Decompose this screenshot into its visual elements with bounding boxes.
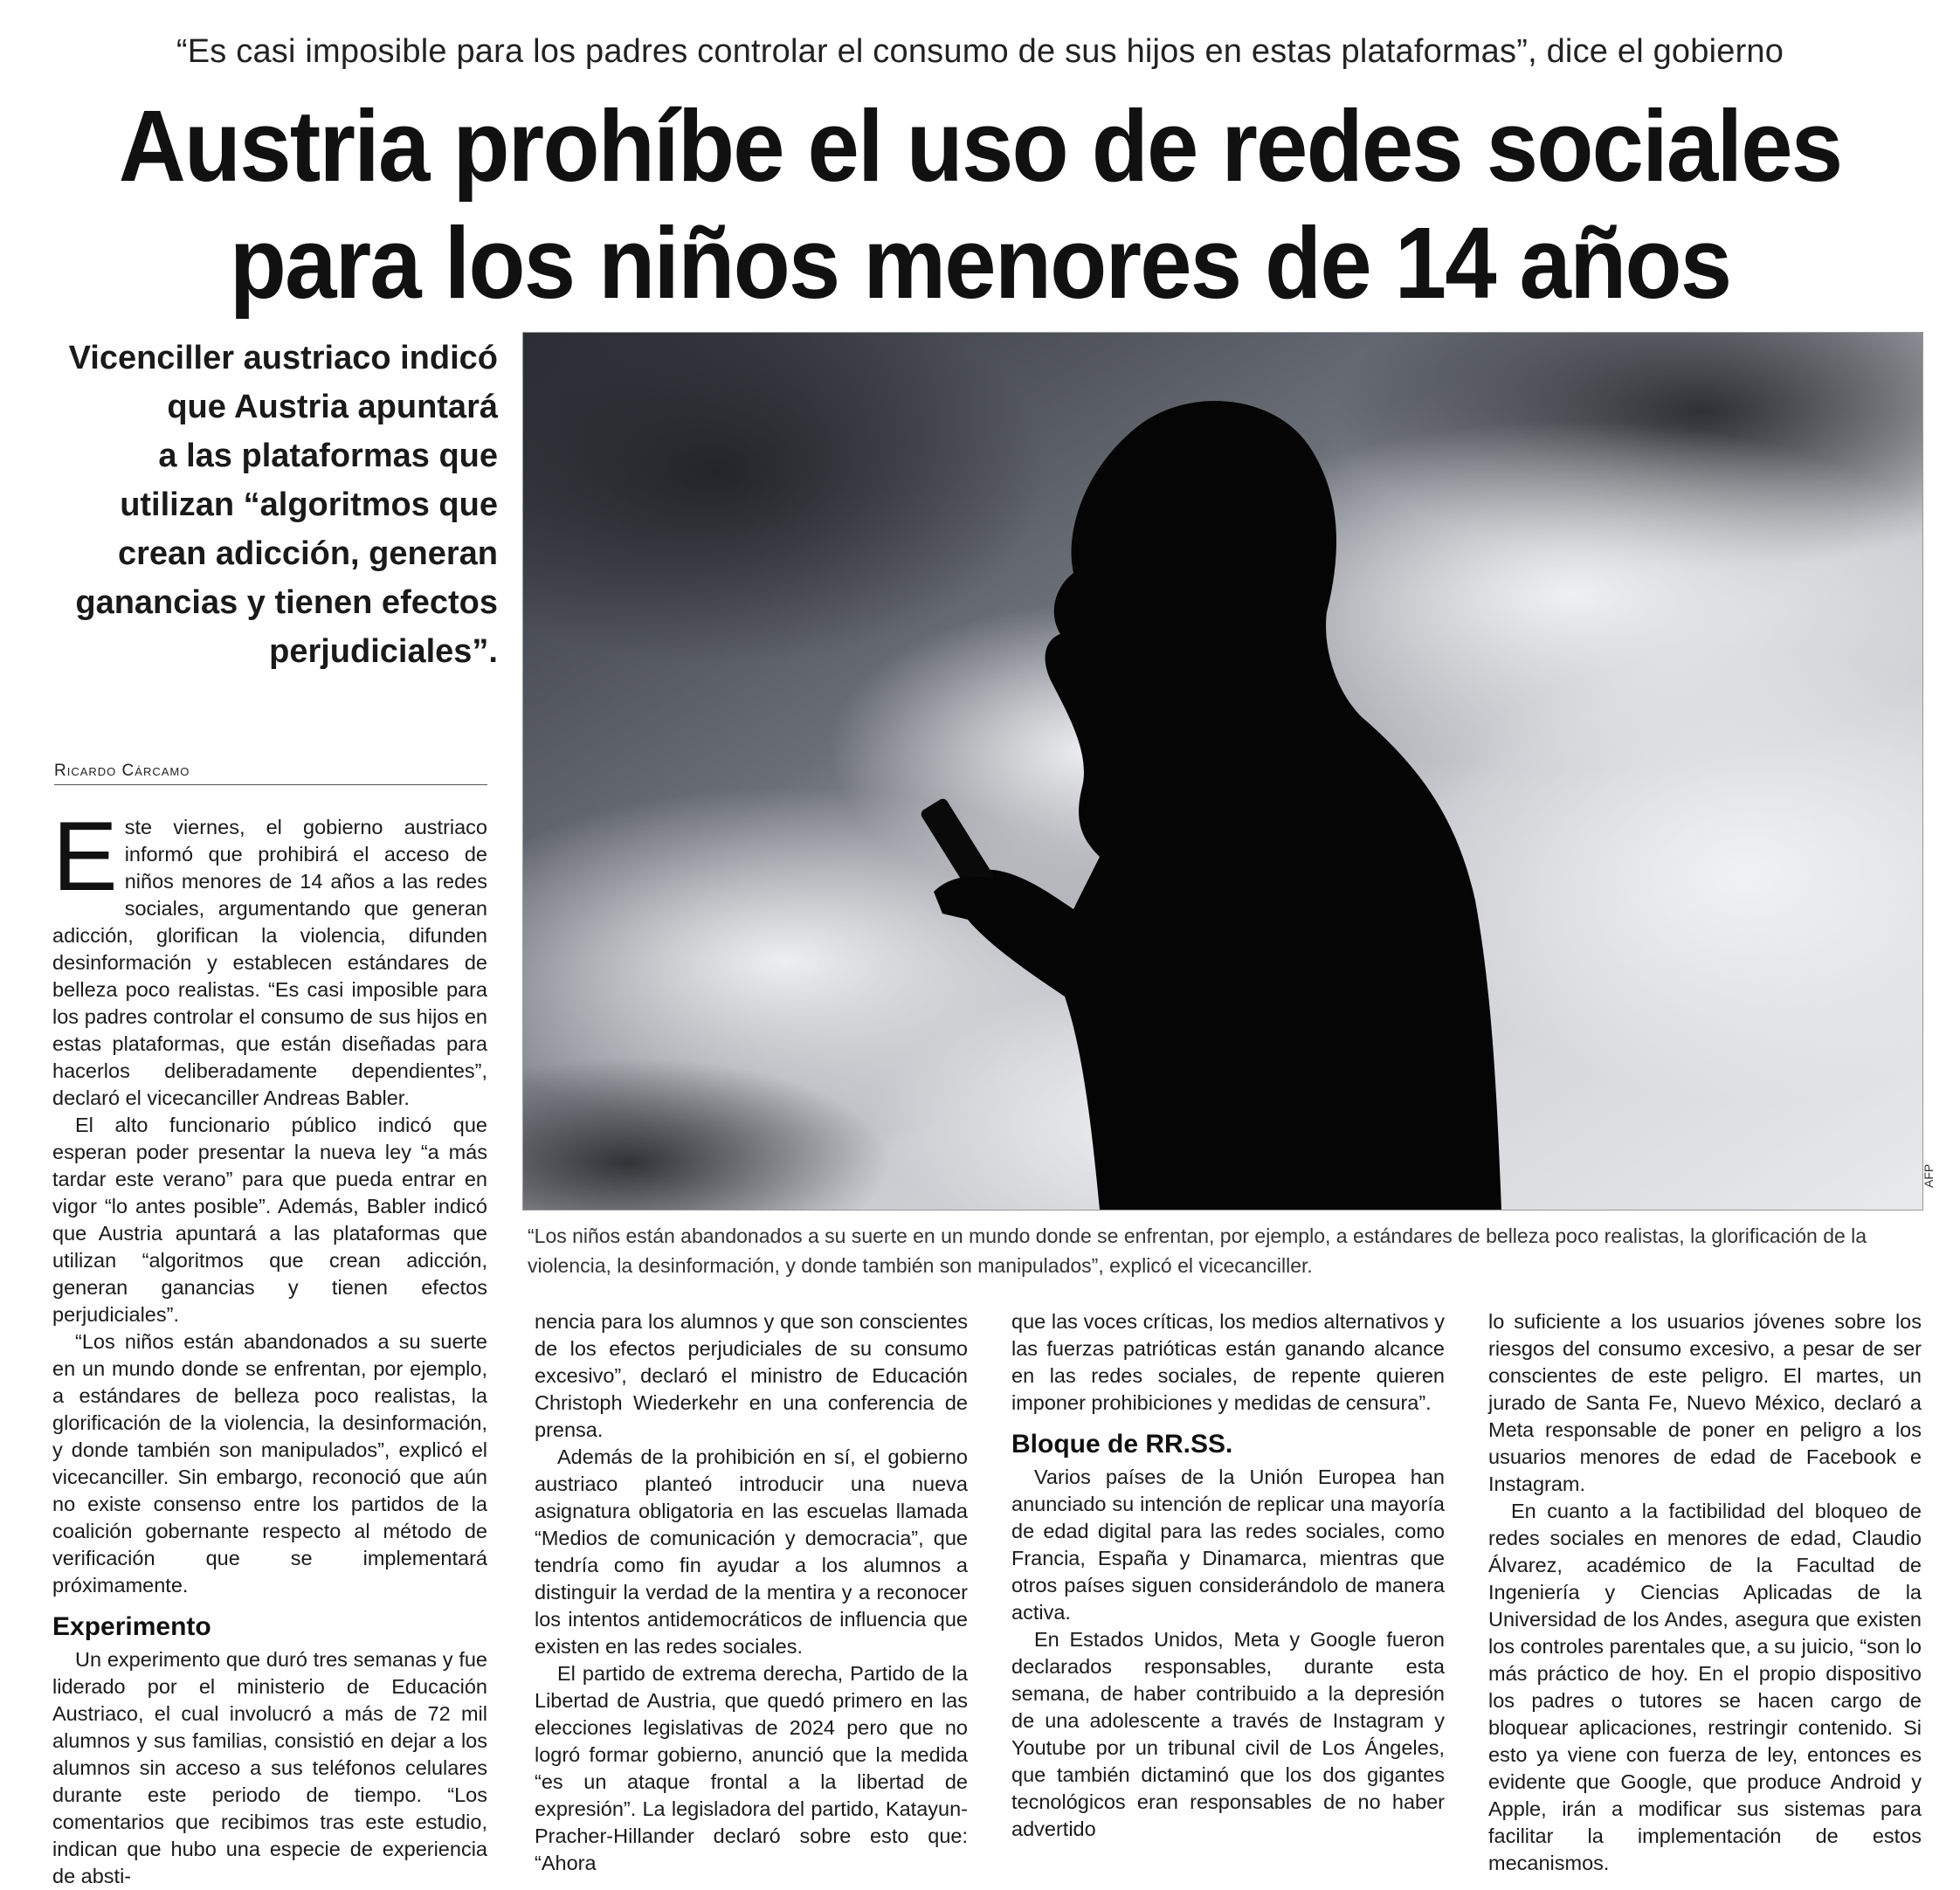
paragraph: En Estados Unidos, Meta y Google fueron declarados responsables, durante esta semana, de haber contribuido a la depresión de una adolescente a través de Instagram y Youtube por un tribunal civil de Los Ángeles, que también dictaminó que los dos gigantes tecnológicos eran responsables de no haber advertido (1011, 1628, 1445, 1840)
article-column-2 (535, 1308, 968, 1877)
deck-line: ganancias y tienen efectos (75, 584, 498, 621)
deck-line: a las plataformas que (158, 438, 498, 474)
kicker-quote: “Es casi imposible para los padres controlar el consumo de sus hijos en estas plataformas”, dice el gobierno (176, 33, 1784, 70)
paragraph: nencia para los alumnos y que son conscientes de los efectos perjudiciales de su consumo excesivo”, declaró el ministro de Educación Christoph Wiederkehr en una conferencia de prensa. (535, 1310, 968, 1441)
deck-line: crean adicción, generan (117, 535, 498, 572)
headline-line-1: Austria prohíbe el uso de redes sociales (118, 89, 1842, 203)
subheading-bloque: Bloque de RR.SS. (1011, 1430, 1233, 1459)
deck-line: que Austria apuntará (167, 389, 498, 425)
paragraph: Un experimento que duró tres semanas y fue liderado por el ministerio de Educación Austriaco, el cual involucró a más de 72 mil alumnos y sus familias, consistió en dejar a los alumnos sin acceso a sus teléfonos celulares durante este periodo de tiempo. “Los comentarios que recibimos tras este estudio, indican que hubo una especie de experiencia de absti- (52, 1648, 487, 1887)
paragraph: Además de la prohibición en sí, el gobierno austriaco planteó introducir una nueva asignatura obligatoria en las escuelas llamada “Medios de comunicación y democracia”, que tendría como fin ayudar a los alumnos a distinguir la verdad de la mentira y a reconocer los intentos antidemocráticos de influencia que existen en las redes sociales. (535, 1445, 968, 1658)
deck-line: perjudiciales”. (269, 633, 498, 670)
paragraph: El alto funcionario público indicó que esperan poder presentar la nueva ley “a más tardar este verano” para que pueda entrar en vigor “lo antes posible”. Además, Babler indicó que Austria apuntará a las plataformas que utilizan “algoritmos que crean adicción, generan ganancias y tienen efectos perjudiciales”. (52, 1114, 487, 1326)
photo-image (523, 333, 1922, 1210)
deck-line: utilizan “algoritmos que (120, 486, 498, 523)
subheading-experimento: Experimento (52, 1612, 211, 1641)
deck-line: Vicenciller austriaco indicó (68, 340, 498, 376)
paragraph: Varios países de la Unión Europea han anunciado su intención de replicar una mayoría de edad digital para las redes sociales, como Francia, España y Dinamarca, mientras que otros países siguen considerándolo de manera activa. (1011, 1466, 1445, 1624)
deck-summary (17, 334, 498, 676)
headline-line-2: para los niños menores de 14 años (229, 206, 1731, 320)
photo-caption: “Los niños están abandonados a su suerte en un mundo donde se enfrentan, por ejemplo, a estándares de belleza poco realistas, la glorificación de la violencia, la desinformación, y donde también son manipulados”, explicó el vicecanciller. (528, 1224, 1867, 1277)
photo-credit: AFP (1922, 1163, 1936, 1188)
article-column-3 (1011, 1308, 1445, 1843)
article-column-4 (1488, 1308, 1922, 1877)
paragraph: El partido de extrema derecha, Partido de la Libertad de Austria, que quedó primero en las elecciones legislativas de 2024 pero que no logró formar gobierno, anunció que la medida “es un ataque frontal a la libertad de expresión”. La legisladora del partido, Katayun-Pracher-Hillander declaró sobre esto que: “Ahora (535, 1662, 968, 1874)
byline: Ricardo Cárcamo (54, 762, 487, 785)
paragraph: lo suficiente a los usuarios jóvenes sobre los riesgos del consumo excesivo, a pesar de ser conscientes de este peligro. El martes, un jurado de Santa Fe, Nuevo México, declaró a Meta responsable de poner en peligro a los usuarios menores de edad de Facebook e Instagram. (1488, 1310, 1922, 1495)
headline (79, 87, 1881, 321)
paragraph-text: ste viernes, el gobierno austriaco informó que prohibirá el acceso de niños menores de 14 años a las redes sociales, argumentando que generan adicción, glorifican la violencia, difunden desinformación y establecen estándares de belleza poco realistas. “Es casi imposible para los padres controlar el consumo de sus hijos en estas plataformas, que están diseñadas para hacerlos deliberadamente dependientes”, declaró el vicecanciller Andreas Babler. (52, 816, 487, 1109)
photo-silhouette-child-phone (522, 332, 1923, 1211)
article-column-1 (52, 802, 487, 1890)
paragraph: En cuanto a la factibilidad del bloqueo de redes sociales en menores de edad, Claudio Álvarez, académico de la Facultad de Ingeniería y Ciencias Aplicadas de la Universidad de los Andes, asegura que existen los controles parentales que, a su juicio, “son lo más práctico de hoy. En el propio dispositivo los padres o tutores se hacen cargo de bloquear aplicaciones, restringir contenido. Si esto ya viene con fuerza de ley, entonces es evidente que Google, que produce Android y Apple, irán a modificar sus sistemas para facilitar la implementación de estos mecanismos. (1488, 1500, 1922, 1874)
paragraph (52, 802, 487, 1112)
drop-cap: E (52, 802, 118, 911)
paragraph: que las voces críticas, los medios alternativos y las fuerzas patrióticas están ganando alcance en las redes sociales, de repente quieren imponer prohibiciones y medidas de censura”. (1011, 1310, 1445, 1414)
paragraph: “Los niños están abandonados a su suerte en un mundo donde se enfrentan, por ejemplo, a estándares de belleza poco realistas, la glorificación de la violencia, la desinformación, y donde también son manipulados”, explicó el vicecanciller. Sin embargo, reconoció que aún no existe consenso entre los partidos de la coalición gobernante respecto al método de verificación que se implementará próximamente. (52, 1330, 487, 1597)
